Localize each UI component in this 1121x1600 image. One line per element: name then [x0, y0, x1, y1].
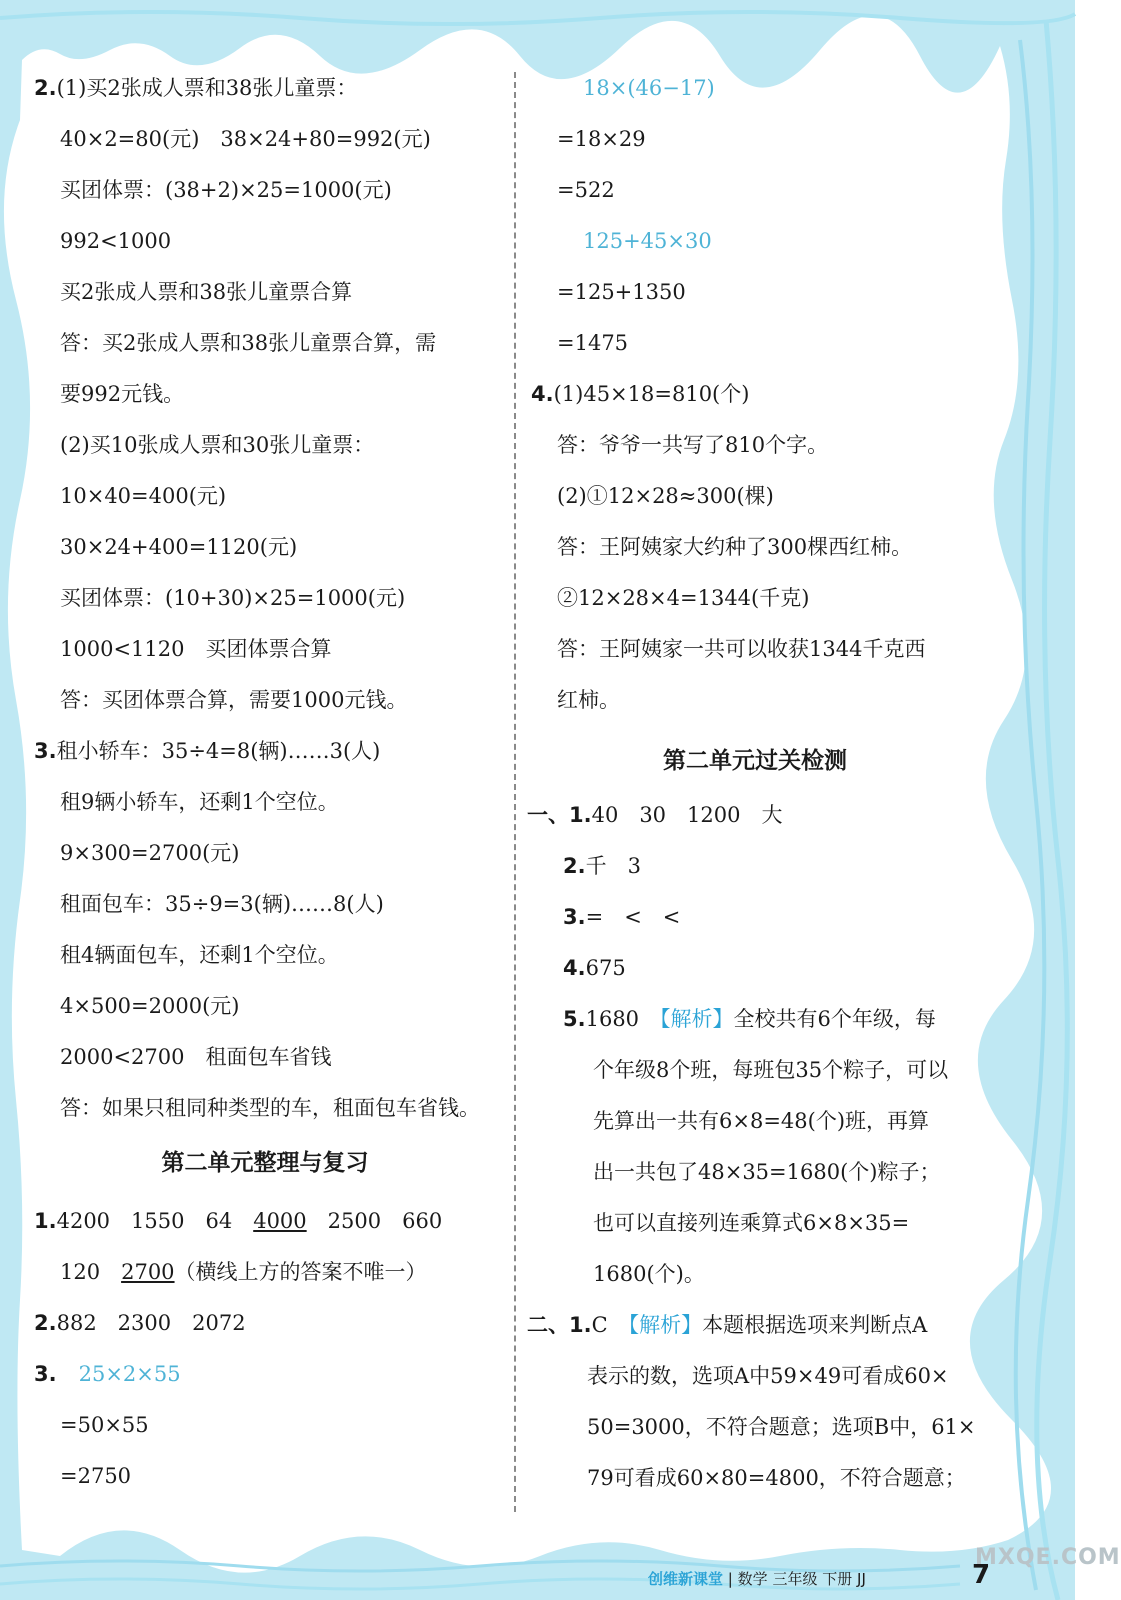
answer-line: 4×500=2000(元) [60, 994, 240, 1018]
underlined-answer: 2700 [121, 1260, 175, 1284]
answer-line: =2750 [60, 1464, 132, 1488]
answer-line: 租面包车：35÷9=3(辆)……8(人) [60, 892, 384, 916]
answer-line: 答：买2张成人票和38张儿童票合算，需 [60, 331, 437, 355]
answer-line: =18×29 [557, 127, 646, 151]
answer-line: ②12×28×4=1344(千克) [557, 586, 810, 610]
analysis-line: 出一共包了48×35=1680(个)粽子； [593, 1160, 941, 1184]
section-title-review: 第二单元整理与复习 [161, 1150, 369, 1176]
test-part-1-question-1: 一、1.40 30 1200 大 [527, 803, 783, 827]
review-question-1: 1.4200 1550 64 4000 2500 660 [34, 1209, 443, 1233]
watermark: MXQE.COM [975, 1545, 1121, 1570]
review-question-2: 2.882 2300 2072 [34, 1311, 246, 1335]
answer-line: 2000<2700 租面包车省钱 [60, 1045, 332, 1069]
answer-line: 要992元钱。 [60, 382, 185, 406]
analysis-line: 个年级8个班，每班包35个粽子，可以 [593, 1058, 949, 1082]
question-number: 3. [34, 739, 57, 763]
test-part-1-question-3: 3.= < < [563, 905, 681, 929]
volume: 下册 [822, 1570, 853, 1588]
answer-line: 买团体票：(38+2)×25=1000(元) [60, 178, 392, 202]
answer-line: 1000<1120 买团体票合算 [60, 637, 332, 661]
answer-line: 租9辆小轿车，还剩1个空位。 [60, 790, 339, 814]
column-divider [514, 72, 516, 1512]
question-number: 4. [531, 382, 554, 406]
analysis-line: 50=3000，不符合题意；选项B中，61× [587, 1415, 976, 1439]
analysis-line: 表示的数，选项A中59×49可看成60× [587, 1364, 949, 1388]
answer-line: 9×300=2700(元) [60, 841, 240, 865]
test-part-2-question-1: 二、1.C 【解析】本题根据选项来判断点A [527, 1313, 928, 1337]
page-number: 7 [972, 1560, 991, 1590]
answer-line: 租4辆面包车，还剩1个空位。 [60, 943, 339, 967]
analysis-line: 也可以直接列连乘算式6×8×35= [593, 1211, 910, 1235]
question-number: 2. [34, 76, 57, 100]
answer-line: 红柿。 [557, 688, 620, 712]
grade: 三年级 [772, 1570, 818, 1588]
blue-expression: 18×(46−17) [583, 76, 715, 100]
analysis-line: 1680(个)。 [593, 1262, 705, 1286]
review-question-1-cont: 120 2700（横线上方的答案不唯一） [60, 1260, 427, 1284]
answer-line: 答：王阿姨家一共可以收获1344千克西 [557, 637, 926, 661]
blue-expression: 125+45×30 [583, 229, 712, 253]
answer-line: =522 [557, 178, 615, 202]
question-2-1-header: 2.(1)买2张成人票和38张儿童票： [34, 76, 358, 100]
answer-line: 10×40=400(元) [60, 484, 227, 508]
analysis-line: 79可看成60×80=4800，不符合题意； [587, 1466, 966, 1490]
analysis-line: 先算出一共有6×8=48(个)班，再算 [593, 1109, 930, 1133]
answer-line: 答：买团体票合算，需要1000元钱。 [60, 688, 408, 712]
answer-line: =125+1350 [557, 280, 686, 304]
test-part-1-question-4: 4.675 [563, 956, 626, 980]
blue-expression: 25×2×55 [78, 1362, 181, 1386]
answer-line: 答：王阿姨家大约种了300棵西红柿。 [557, 535, 913, 559]
analysis-tag: 【解析】 [660, 1007, 734, 1031]
analysis-tag: 【解析】 [628, 1313, 703, 1337]
answer-line: 买团体票：(10+30)×25=1000(元) [60, 586, 406, 610]
footer-book-info: 创维新课堂 | 数学 三年级 下册 JJ [648, 1570, 866, 1588]
underlined-answer: 4000 [253, 1209, 307, 1233]
answer-line: 答：爷爷一共写了810个字。 [557, 433, 829, 457]
answer-line: =50×55 [60, 1413, 149, 1437]
answer-line: 40×2=80(元) 38×24+80=992(元) [60, 127, 431, 151]
review-question-3: 3. 25×2×55 [34, 1362, 181, 1386]
answer-line: 992<1000 [60, 229, 172, 253]
answer-line: =1475 [557, 331, 629, 355]
subject: 数学 [737, 1570, 768, 1588]
answer-line: (2)①12×28≈300(棵) [557, 484, 774, 508]
question-4-header: 4.(1)45×18=810(个) [531, 382, 750, 406]
question-3-header: 3.租小轿车：35÷4=8(辆)……3(人) [34, 739, 381, 763]
test-part-1-question-5: 5.1680 【解析】全校共有6个年级，每 [563, 1007, 936, 1031]
answer-line: 买2张成人票和38张儿童票合算 [60, 280, 353, 304]
answer-line: 答：如果只租同种类型的车，租面包车省钱。 [60, 1096, 480, 1120]
test-part-1-question-2: 2.千 3 [563, 854, 641, 878]
question-2-2-header: (2)买10张成人票和30张儿童票： [60, 433, 375, 457]
section-title-unit-test: 第二单元过关检测 [663, 748, 847, 774]
edition: JJ [857, 1570, 866, 1588]
brand-name: 创维新课堂 [648, 1570, 724, 1588]
answer-line: 30×24+400=1120(元) [60, 535, 298, 559]
